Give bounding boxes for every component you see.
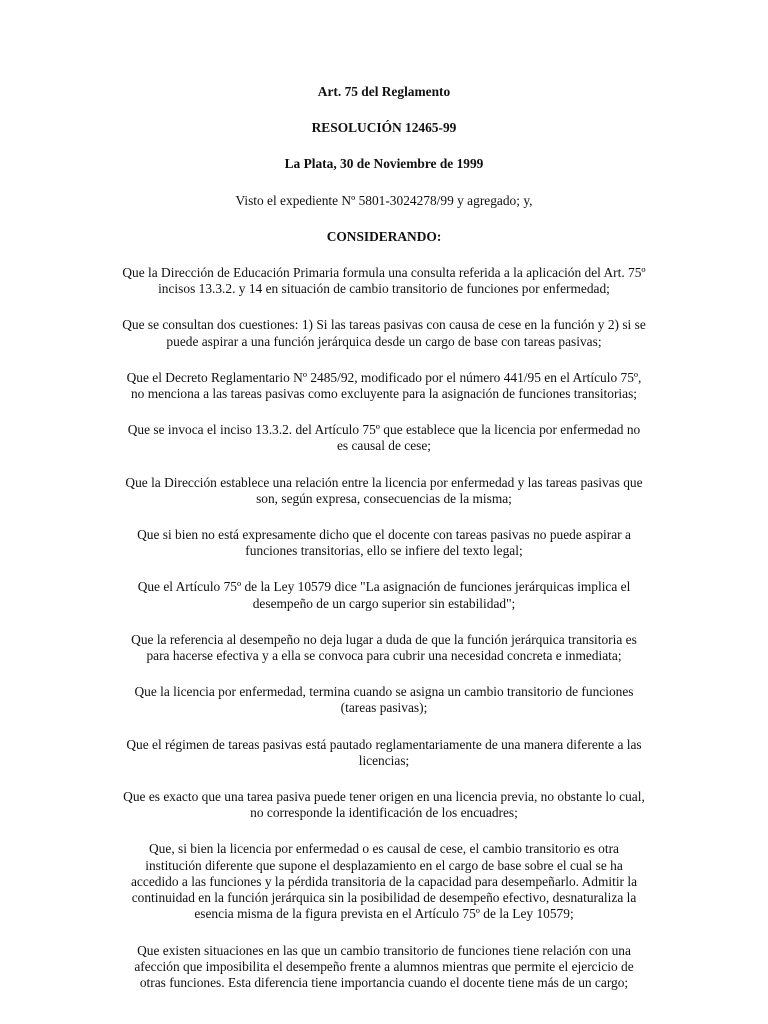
date: 30 de Noviembre de 1999 [340, 156, 484, 172]
paragraph: Que la Dirección de Educación Primaria formula una consulta referida a la aplicación del Art. 75º incisos 13.3.2. y 14 en situación de cambio transitorio de funciones por enfermedad; [122, 265, 646, 297]
paragraph: Que se consultan dos cuestiones: 1) Si las tareas pasivas con causa de cese en la función y 2) si se puede aspirar a una función jerárquica desde un cargo de base con tareas pasivas; [122, 317, 646, 349]
place-date-separator: , [333, 156, 341, 172]
visto-line: Visto el expediente Nº 5801-3024278/99 y agregado; y, [235, 192, 533, 208]
place: La Plata [284, 156, 334, 172]
paragraph: Que la licencia por enfermedad, termina cuando se asigna un cambio transitorio de funciones (tareas pasivas); [134, 684, 634, 716]
article-title: Art. 75 del Reglamento [317, 84, 451, 99]
considerando-heading: CONSIDERANDO: [326, 228, 442, 244]
paragraph: Que el Artículo 75º de la Ley 10579 dice "La asignación de funciones jerárquicas implica el desempeño de un cargo superior sin estabilidad"; [137, 579, 631, 611]
paragraph: Que se invoca el inciso 13.3.2. del Artículo 75º que establece que la licencia por enfermedad no es causal de cese; [127, 422, 641, 454]
paragraph: Que la referencia al desempeño no deja lugar a duda de que la función jerárquica transitoria es para hacerse efectiva y a ella se convoca para cubrir una necesidad concreta e inmediata; [131, 631, 637, 664]
place-date-line [122, 156, 646, 172]
paragraph: Que la Dirección establece una relación entre la licencia por enfermedad y las tareas pasivas que son, según expresa, consecuencias de la misma; [125, 474, 643, 506]
resolution-title: RESOLUCIÓN 12465-99 [311, 120, 457, 136]
paragraph: Que el régimen de tareas pasivas está pautado reglamentariamente de una manera diferente a las licencias; [126, 736, 642, 768]
considerando-body [122, 265, 646, 991]
paragraph: Que el Decreto Reglamentario Nº 2485/92, modificado por el número 441/95 en el Artículo 75º, no menciona a las tareas pasivas como excluyente para la asignación de funciones transitorias; [126, 369, 642, 402]
document-page [122, 84, 646, 991]
paragraph: Que, si bien la licencia por enfermedad o es causal de cese, el cambio transitorio es otra institución diferente que supone el desplazamiento en el cargo de base sobre el cual se ha accedido a las funciones y la pérdida transitoria de la capacidad para desempeñarlo. Admitir la continuidad en la función jerárquica sin la posibilidad de desempeño efectivo, desnaturaliza la esencia misma de la figura prevista en el Artículo 75º de la Ley 10579; [130, 841, 638, 922]
paragraph: Que es exacto que una tarea pasiva puede tener origen en una licencia previa, no obstante lo cual, no corresponde la identificación de los encuadres; [123, 789, 645, 821]
paragraph: Que si bien no está expresamente dicho que el docente con tareas pasivas no puede aspirar a funciones transitorias, ello se infiere del texto legal; [137, 527, 631, 559]
paragraph: Que existen situaciones en las que un cambio transitorio de funciones tiene relación con una afección que imposibilita el desempeño frente a alumnos mientras que permite el ejercicio de otras funciones. Esta diferencia tiene importancia cuando el docente tiene más de un cargo; [134, 942, 634, 990]
